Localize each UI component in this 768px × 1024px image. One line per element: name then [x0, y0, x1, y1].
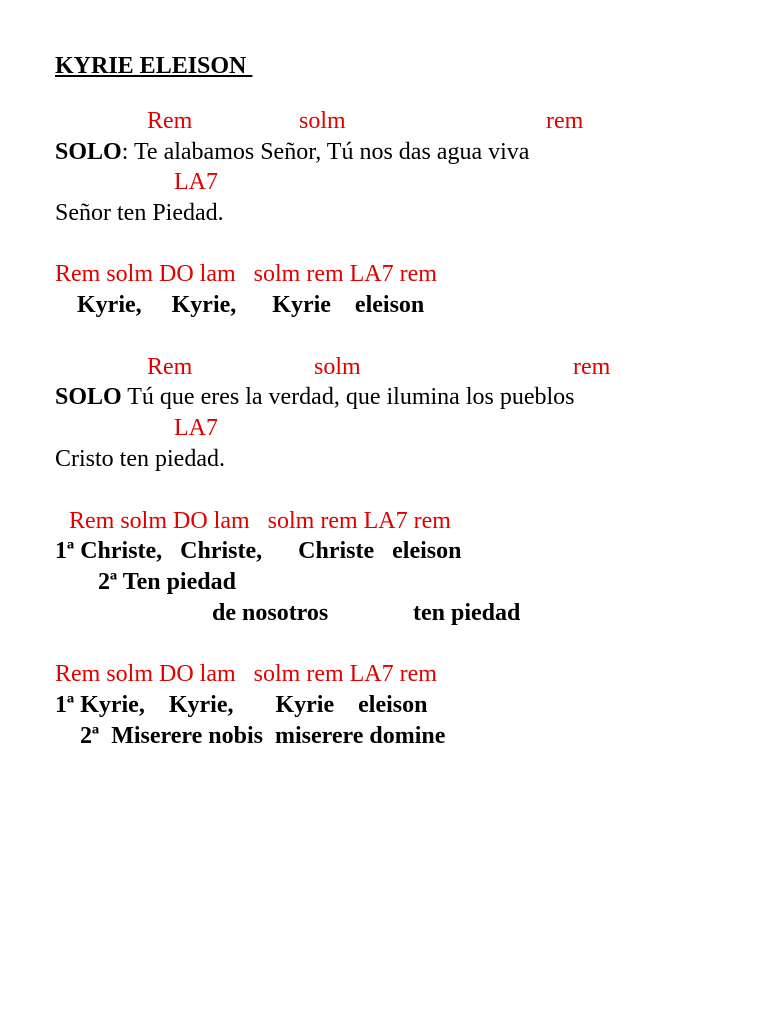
solo-label: SOLO — [55, 384, 122, 410]
chord-rem: Rem — [147, 354, 193, 380]
solo-verse-line — [55, 383, 574, 411]
song-title: KYRIE ELEISON — [55, 53, 253, 79]
refrain-chords: Rem solm DO lam solm rem LA7 rem — [55, 661, 437, 687]
chord-rem-lower: rem — [546, 108, 584, 134]
lyric-text: Tú que eres la verdad, que ilumina los pueblos — [121, 384, 575, 410]
solo-label: SOLO — [55, 139, 122, 165]
refrain-lyrics: de nosotros — [212, 600, 329, 626]
refrain-lyrics: Kyrie, Kyrie, Kyrie eleison — [77, 292, 425, 318]
lyric-line: Cristo ten piedad. — [55, 446, 225, 472]
chord-la7: LA7 — [174, 169, 218, 195]
refrain-chords: Rem solm DO lam solm rem LA7 rem — [69, 508, 451, 534]
lyric-text: : Te alabamos Señor, Tú nos das agua viva — [121, 139, 530, 165]
refrain-lyrics: 1ª Christe, Christe, Christe eleison — [55, 538, 462, 564]
solo-verse-line — [55, 138, 529, 166]
refrain-lyrics: 1ª Kyrie, Kyrie, Kyrie eleison — [55, 692, 428, 718]
chord-rem-lower: rem — [573, 354, 611, 380]
chord-la7: LA7 — [174, 415, 218, 441]
chord-solm: solm — [299, 108, 346, 134]
chord-rem: Rem — [147, 108, 193, 134]
chord-solm: solm — [314, 354, 361, 380]
refrain-lyrics: 2ª Ten piedad — [98, 569, 236, 595]
refrain-chords: Rem solm DO lam solm rem LA7 rem — [55, 261, 437, 287]
refrain-lyrics: 2ª Miserere nobis miserere domine — [80, 723, 446, 749]
lyric-line: Señor ten Piedad. — [55, 200, 224, 226]
refrain-lyrics: ten piedad — [413, 600, 521, 626]
